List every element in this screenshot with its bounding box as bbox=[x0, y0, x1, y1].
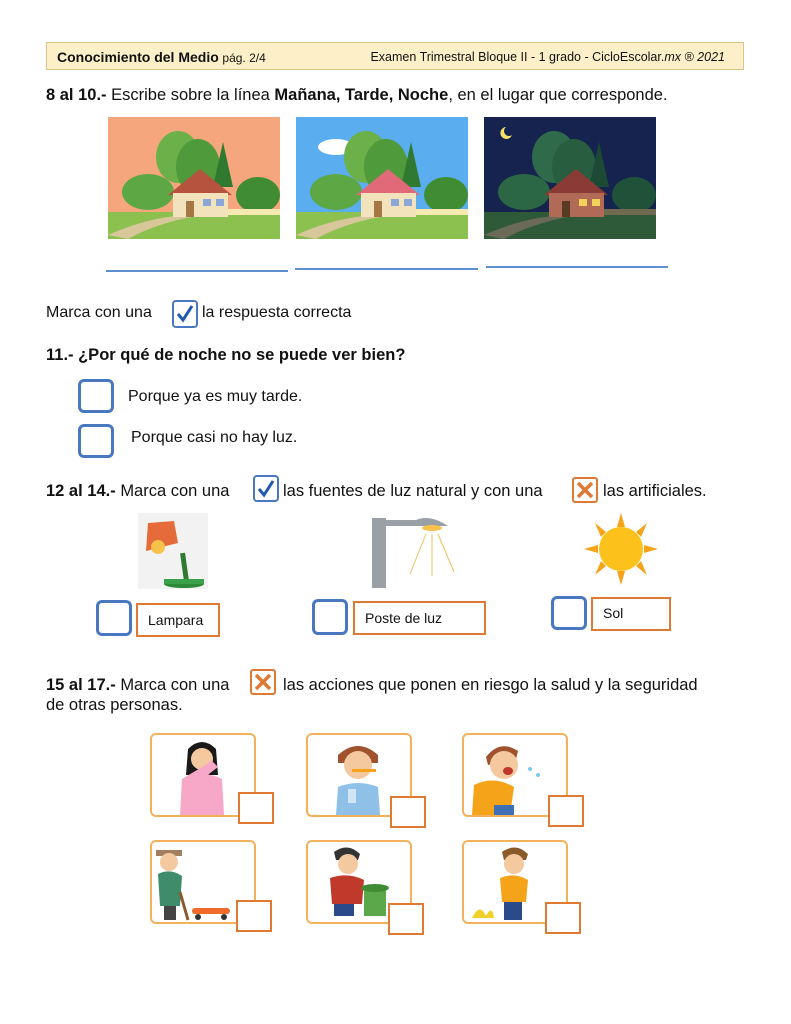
question-number: 8 al 10.- bbox=[46, 86, 107, 104]
question-8-10 bbox=[46, 86, 668, 105]
exam-copyright: ® 2021 bbox=[684, 50, 725, 64]
action-5-checkbox[interactable] bbox=[388, 903, 424, 935]
exam-title bbox=[370, 50, 725, 64]
street-lamp-label: Poste de luz bbox=[353, 601, 486, 635]
action-6-checkbox[interactable] bbox=[545, 902, 581, 934]
question-number: 15 al 17.- bbox=[46, 676, 116, 694]
question-words: Mañana, Tarde, Noche bbox=[274, 86, 449, 104]
answer-line-morning[interactable] bbox=[106, 270, 288, 272]
lamp-checkbox[interactable] bbox=[96, 600, 132, 636]
q11-option-1-checkbox[interactable] bbox=[78, 379, 114, 413]
sun-label: Sol bbox=[591, 597, 671, 631]
subject-title: Conocimiento del Medio bbox=[57, 49, 219, 65]
question-11-title: 11.- ¿Por qué de noche no se puede ver bien? bbox=[46, 346, 406, 364]
sun-checkbox[interactable] bbox=[551, 596, 587, 630]
action-4-checkbox[interactable] bbox=[236, 900, 272, 932]
question-text-end: , en el lugar que corresponde. bbox=[448, 86, 668, 104]
exam-domain: mx bbox=[664, 50, 682, 64]
check-icon bbox=[253, 475, 279, 502]
q11-option-2-label: Porque casi no hay luz. bbox=[131, 429, 298, 446]
instruction-before: Marca con una bbox=[46, 304, 152, 321]
question-text: Marca con una bbox=[120, 676, 230, 694]
check-icon bbox=[172, 300, 198, 328]
question-number: 12 al 14.- bbox=[46, 482, 116, 500]
scene-afternoon-image bbox=[296, 117, 468, 239]
q11-option-1-label: Porque ya es muy tarde. bbox=[128, 388, 303, 405]
exam-text: Examen Trimestral Bloque II - 1 grado - CicloEscolar. bbox=[370, 50, 665, 64]
cross-icon bbox=[572, 477, 598, 503]
street-lamp-image bbox=[366, 514, 462, 588]
scene-night-image bbox=[484, 117, 656, 239]
answer-line-afternoon[interactable] bbox=[295, 268, 478, 270]
page-number: pág. 2/4 bbox=[222, 51, 266, 65]
street-lamp-checkbox[interactable] bbox=[312, 599, 348, 635]
question-text: Marca con una bbox=[120, 482, 230, 500]
lamp-image bbox=[138, 513, 208, 589]
answer-line-night[interactable] bbox=[486, 266, 668, 268]
scene-morning-image bbox=[108, 117, 280, 239]
question-12-14-c: las artificiales. bbox=[603, 482, 707, 500]
action-1-checkbox[interactable] bbox=[238, 792, 274, 824]
sun-image bbox=[584, 513, 658, 585]
question-12-14-a bbox=[46, 482, 229, 501]
question-12-14-b: las fuentes de luz natural y con una bbox=[283, 482, 543, 500]
lamp-label: Lampara bbox=[136, 603, 220, 637]
question-text: Escribe sobre la línea bbox=[111, 86, 270, 104]
instruction-line bbox=[46, 304, 152, 322]
question-15-17-b: las acciones que ponen en riesgo la salud y la seguridad bbox=[283, 676, 698, 694]
cross-icon bbox=[250, 669, 276, 695]
question-15-17-a bbox=[46, 676, 229, 695]
q11-option-2-checkbox[interactable] bbox=[78, 424, 114, 458]
action-2-checkbox[interactable] bbox=[390, 796, 426, 828]
instruction-after: la respuesta correcta bbox=[202, 304, 352, 321]
question-15-17-c: de otras personas. bbox=[46, 696, 183, 714]
page-header bbox=[46, 42, 744, 70]
action-3-checkbox[interactable] bbox=[548, 795, 584, 827]
